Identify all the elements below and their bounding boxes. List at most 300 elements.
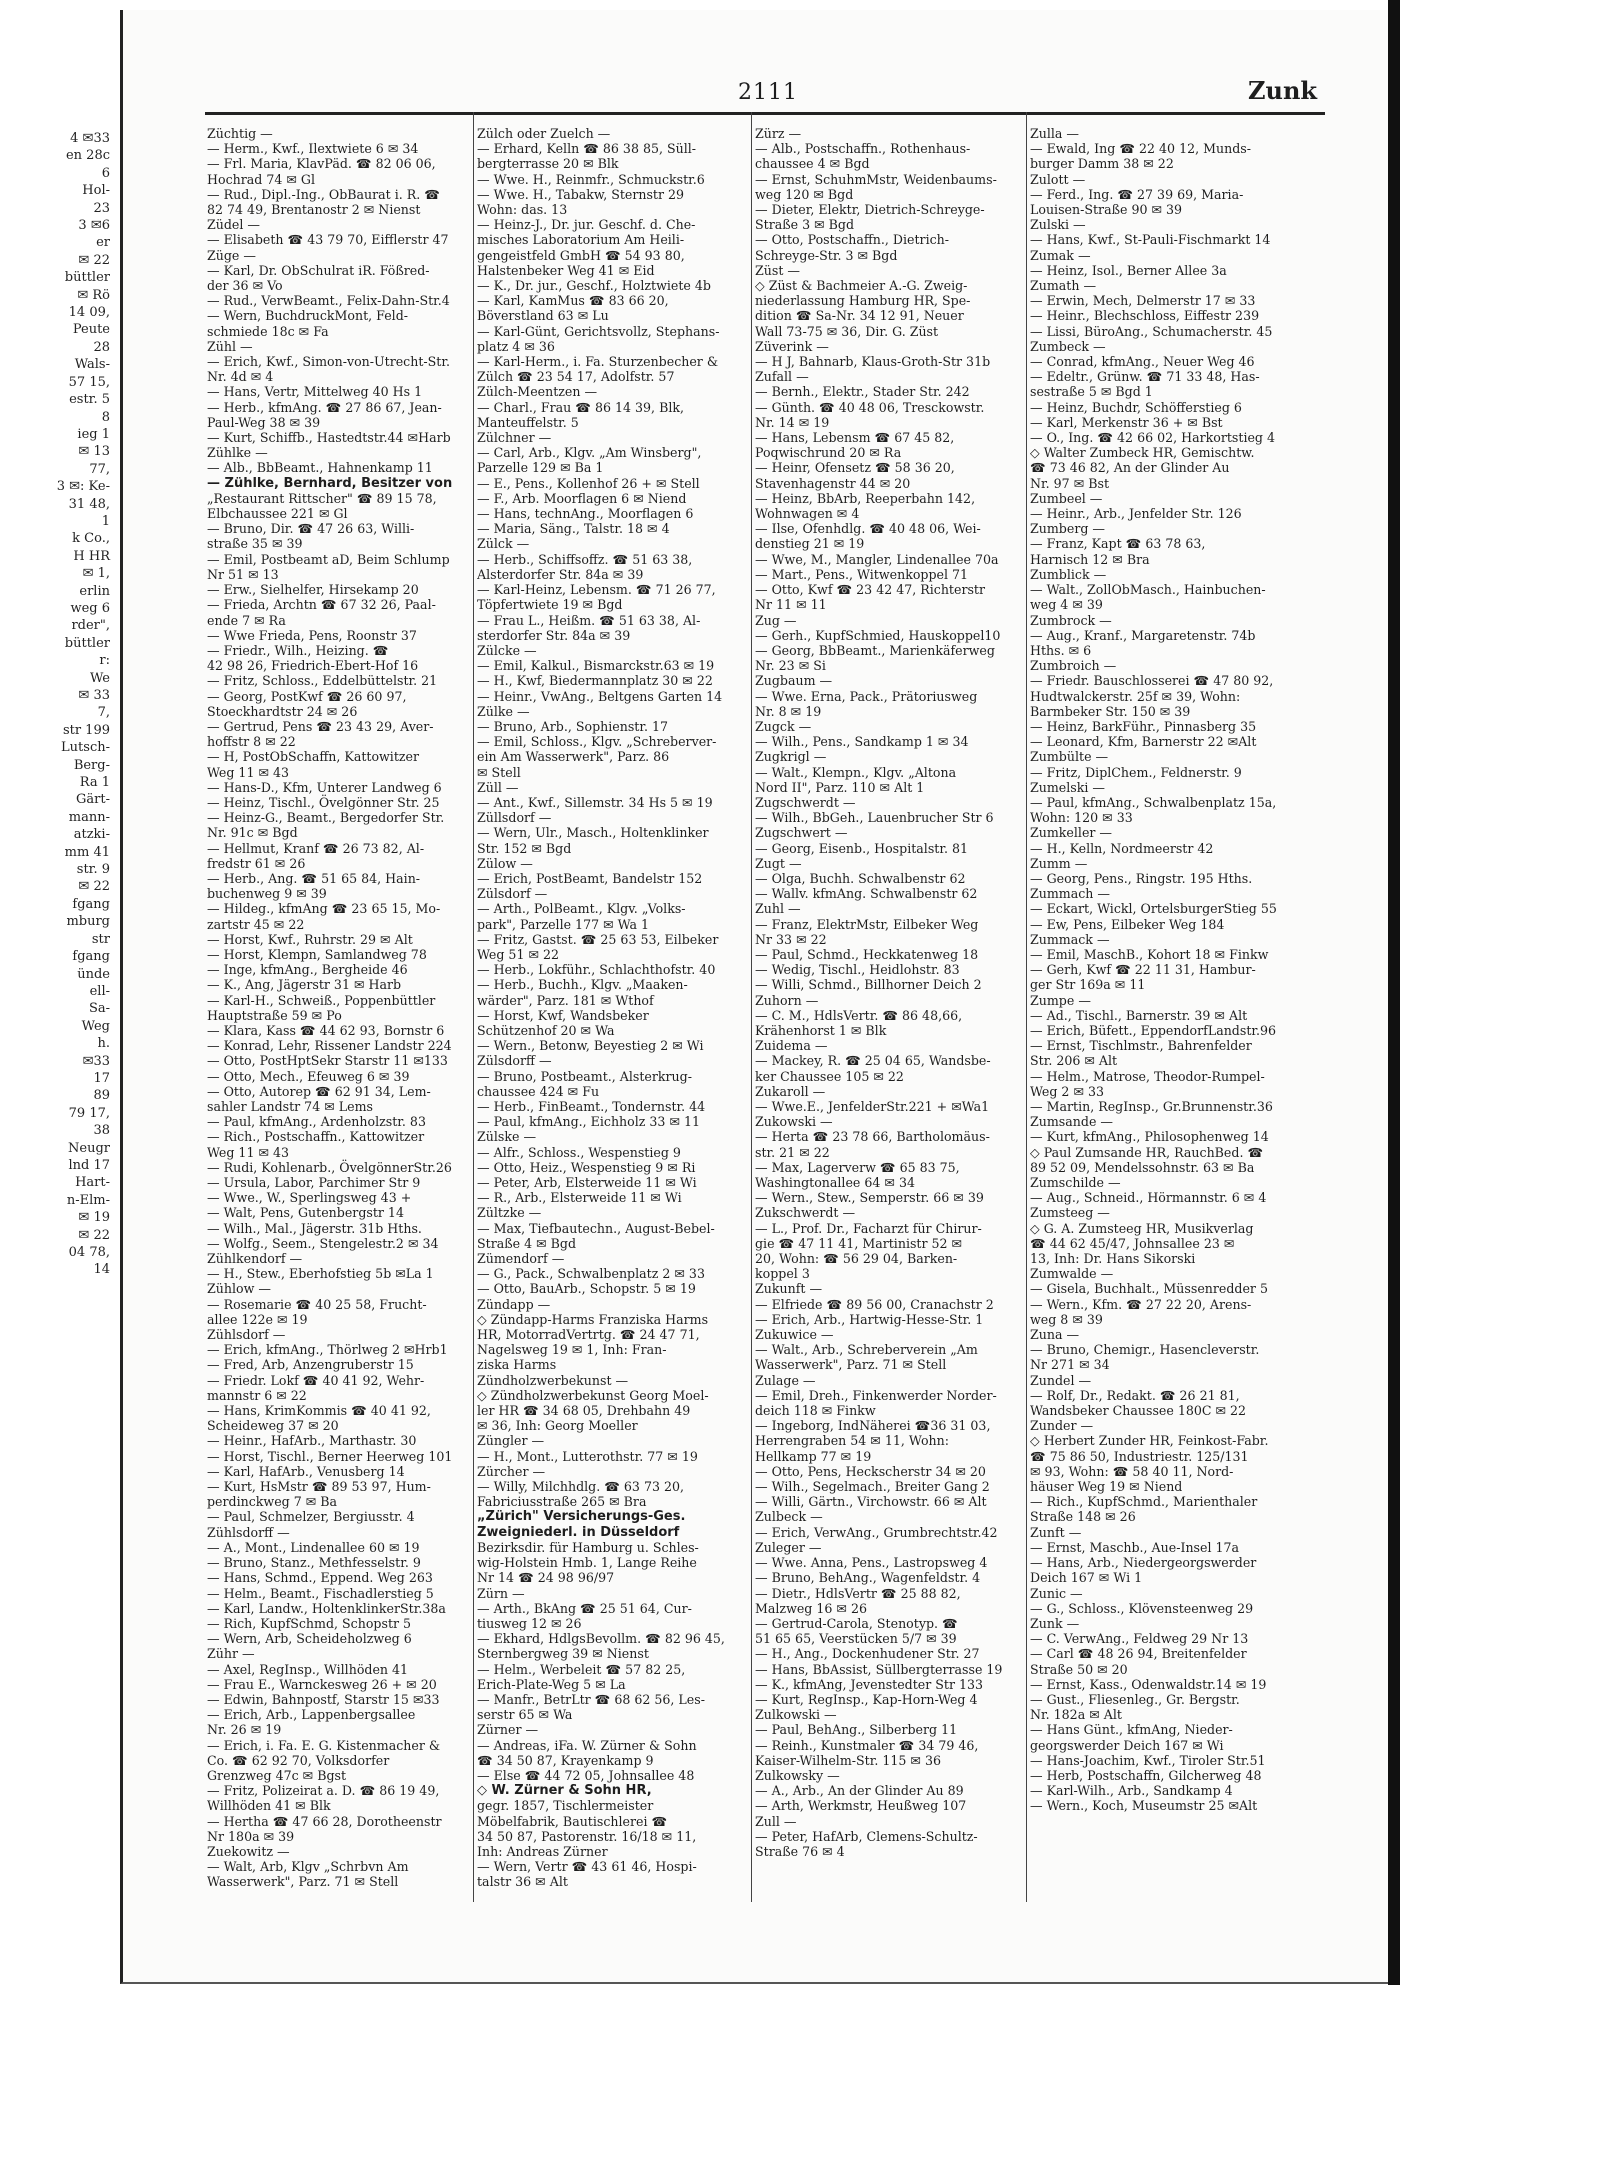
entry-line: — Frl. Maria, KlavPäd. ☎ 82 06 06, xyxy=(207,156,436,172)
entry-line: — Wern, Arb, Scheideholzweg 6 xyxy=(207,1631,412,1647)
entry-line: Zukuwice — xyxy=(755,1327,834,1343)
entry-line: Züllsdorf — xyxy=(477,810,552,826)
margin-fragment: erlin xyxy=(79,583,110,599)
entry-line: — Elisabeth ☎ 43 79 70, Eifflerstr 47 xyxy=(207,232,449,248)
entry-line: Schreyge-Str. 3 ✉ Bgd xyxy=(755,247,898,263)
entry-line: niederlassung Hamburg HR, Spe- xyxy=(755,293,971,309)
entry-line: Zumkeller — xyxy=(1030,825,1113,841)
entry-line: — Kurt, kfmAng., Philosophenweg 14 xyxy=(1030,1129,1269,1145)
column-2 xyxy=(477,126,753,1916)
margin-fragment: weg 6 xyxy=(70,600,110,616)
entry-line: hoffstr 8 ✉ 22 xyxy=(207,734,296,750)
entry-line: Straße 3 ✉ Bgd xyxy=(755,217,855,233)
entry-line: Deich 167 ✉ Wi 1 xyxy=(1030,1570,1143,1586)
entry-line: — Hans, technAng., Moorflagen 6 xyxy=(477,506,694,522)
entry-line: — Wwe, M., Mangler, Lindenallee 70a xyxy=(755,551,999,567)
entry-line: — Walt, Pens, Gutenbergstr 14 xyxy=(207,1205,404,1221)
entry-line: — Erich, Büfett., EppendorfLandstr.96 xyxy=(1030,1022,1277,1038)
entry-line: „Restaurant Rittscher" ☎ 89 15 78, xyxy=(207,490,437,506)
margin-fragment: We xyxy=(90,670,110,686)
entry-line: Zülske — xyxy=(477,1129,537,1145)
entry-line: Alsterdorfer Str. 84a ✉ 39 xyxy=(477,566,644,582)
entry-line: — Willi, Gärtn., Virchowstr. 66 ✉ Alt xyxy=(755,1494,987,1510)
entry-line: Hochrad 74 ✉ Gl xyxy=(207,171,315,187)
entry-line: Zumbroich — xyxy=(1030,658,1117,674)
entry-line: Zühr — xyxy=(207,1646,255,1662)
entry-line: — Andreas, iFa. W. Zürner & Sohn xyxy=(477,1737,697,1753)
margin-fragment: Peute xyxy=(72,322,110,338)
entry-line: — Helm., Beamt., Fischadlerstieg 5 xyxy=(207,1585,434,1601)
entry-line: ☎ 75 86 50, Industriestr. 125/131 xyxy=(1030,1448,1249,1464)
entry-line: Zühlsdorf — xyxy=(207,1327,286,1343)
entry-line: — R., Arb., Elsterweide 11 ✉ Wi xyxy=(477,1190,682,1206)
entry-line: — Kurt, RegInsp., Kap-Horn-Weg 4 xyxy=(755,1691,978,1707)
entry-line: Zundel — xyxy=(1030,1372,1092,1388)
entry-line: — K., Ang, Jägerstr 31 ✉ Harb xyxy=(207,977,402,993)
margin-fragment: estr. 5 xyxy=(69,392,110,408)
entry-line: Zündapp — xyxy=(477,1296,551,1312)
entry-line: ✉ Stell xyxy=(477,764,521,780)
entry-line: — A., Arb., An der Glinder Au 89 xyxy=(755,1783,964,1799)
entry-line: straße 35 ✉ 39 xyxy=(207,536,303,552)
entry-line: — Wern., Betonw, Beyestieg 2 ✉ Wi xyxy=(477,1038,704,1054)
margin-fragment: ✉ 13 xyxy=(78,444,110,460)
entry-line: Zulkowsky — xyxy=(755,1767,840,1783)
entry-line: — Wallv. kfmAng. Schwalbenstr 62 xyxy=(755,886,978,902)
entry-line: Böverstland 63 ✉ Lu xyxy=(477,308,609,324)
entry-line: — Frau E., Warnckesweg 26 + ✉ 20 xyxy=(207,1676,437,1692)
entry-line: — Georg, BbBeamt., Marienkäferweg xyxy=(755,642,995,658)
margin-fragment: Sa- xyxy=(88,1001,110,1017)
entry-line: Kaiser-Wilhelm-Str. 115 ✉ 36 xyxy=(755,1752,941,1768)
margin-fragment: ✉ 19 xyxy=(78,1210,110,1226)
entry-line: Nr 271 ✉ 34 xyxy=(1030,1357,1110,1373)
entry-line: — Mart., Pens., Witwenkoppel 71 xyxy=(755,566,969,582)
margin-fragment: Lutsch- xyxy=(61,740,110,756)
entry-line: — Emil, Dreh., Finkenwerder Norder- xyxy=(755,1387,997,1403)
left-facing-page-edge xyxy=(0,130,112,1910)
entry-line: — Hans, KrimKommis ☎ 40 41 92, xyxy=(207,1403,431,1419)
entry-line: — Paul, kfmAng., Ardenholzstr. 83 xyxy=(207,1114,426,1130)
margin-fragment: atzki- xyxy=(73,827,110,843)
entry-line: — Rich., Postschaffn., Kattowitzer xyxy=(207,1129,425,1145)
entry-line: Züge — xyxy=(207,247,256,263)
entry-line: Parzelle 129 ✉ Ba 1 xyxy=(477,460,604,476)
entry-line: Grenzweg 47c ✉ Bgst xyxy=(207,1767,347,1783)
entry-line: — H., Kwf, Biedermannplatz 30 ✉ 22 xyxy=(477,673,713,689)
entry-line: — Hildeg., kfmAng ☎ 23 65 15, Mo- xyxy=(207,901,441,917)
entry-line: — Erwin, Mech, Delmerstr 17 ✉ 33 xyxy=(1030,293,1256,309)
entry-line: — Herb., Ang. ☎ 51 65 84, Hain- xyxy=(207,870,421,886)
entry-line: mannstr 6 ✉ 22 xyxy=(207,1387,307,1403)
entry-line: Zunft — xyxy=(1030,1524,1082,1540)
entry-line: misches Laboratorium Am Heili- xyxy=(477,232,685,248)
entry-line: Schützenhof 20 ✉ Wa xyxy=(477,1022,615,1038)
entry-line: wärder", Parz. 181 ✉ Wthof xyxy=(477,992,654,1008)
entry-line: Züngler — xyxy=(477,1433,545,1449)
entry-line: — Wwe. Anna, Pens., Lastropsweg 4 xyxy=(755,1555,988,1571)
running-head: Zunk xyxy=(1248,76,1318,105)
entry-line: Zugck — xyxy=(755,718,812,734)
entry-line: Herrengraben 54 ✉ 11, Wohn: xyxy=(755,1433,950,1449)
entry-line: — Carl, Arb., Klgv. „Am Winsberg", xyxy=(477,445,702,461)
entry-line: ziska Harms xyxy=(477,1357,557,1373)
margin-fragment: Weg xyxy=(81,1018,110,1034)
entry-line: — Emil, Schloss., Klgv. „Schreberver- xyxy=(477,734,717,750)
entry-line: — Erhard, Kelln ☎ 86 38 85, Süll- xyxy=(477,141,697,157)
entry-line: denstieg 21 ✉ 19 xyxy=(755,536,865,552)
entry-line: — Rosemarie ☎ 40 25 58, Frucht- xyxy=(207,1296,427,1312)
entry-line: — Friedr., Wilh., Heizing. ☎ xyxy=(207,642,389,658)
entry-line: — Gisela, Buchhalt., Müssenredder 5 xyxy=(1030,1281,1268,1297)
margin-fragment: Gärt- xyxy=(76,792,110,808)
margin-fragment: k Co., xyxy=(72,531,110,547)
entry-line: — Paul, BehAng., Silberberg 11 xyxy=(755,1722,958,1738)
entry-line: — Bruno, Chemigr., Hasencleverstr. xyxy=(1030,1342,1260,1358)
margin-fragment: 77, xyxy=(89,461,110,477)
entry-line: Zulbeck — xyxy=(755,1509,823,1525)
entry-line: Zull — xyxy=(755,1813,797,1829)
entry-line: ◇ G. A. Zumsteeg HR, Musikverlag xyxy=(1030,1220,1254,1236)
entry-line: Zumm — xyxy=(1030,855,1088,871)
entry-line: Zumelski — xyxy=(1030,779,1106,795)
entry-line: — Paul, Schmelzer, Bergiusstr. 4 xyxy=(207,1509,415,1525)
entry-line: — Rud., VerwBeamt., Felix-Dahn-Str.4 xyxy=(207,293,450,309)
entry-line: Zunk — xyxy=(1030,1615,1080,1631)
entry-line: — Charl., Frau ☎ 86 14 39, Blk, xyxy=(477,399,684,415)
entry-line: — K., Dr. jur., Geschf., Holztwiete 4b xyxy=(477,278,711,294)
entry-line: — Herta ☎ 23 78 66, Bartholomäus- xyxy=(755,1129,990,1145)
entry-line: park", Parzelle 177 ✉ Wa 1 xyxy=(477,916,650,932)
entry-line: wig-Holstein Hmb. 1, Lange Reihe xyxy=(477,1555,697,1571)
entry-line: Zülch oder Zuelch — xyxy=(477,126,611,141)
entry-line: Nord II", Parz. 110 ✉ Alt 1 xyxy=(755,779,925,795)
entry-line: — Kurt, HsMstr ☎ 89 53 97, Hum- xyxy=(207,1479,431,1495)
entry-line: — Inge, kfmAng., Bergheide 46 xyxy=(207,962,408,978)
entry-line: — Willi, Schmd., Billhorner Deich 2 xyxy=(755,977,982,993)
entry-line: — Heinz, Buchdr, Schöfferstieg 6 xyxy=(1030,399,1242,415)
entry-line: Straße 148 ✉ 26 xyxy=(1030,1509,1136,1525)
entry-line: Straße 76 ✉ 4 xyxy=(755,1843,845,1859)
entry-line: — Ferd., Ing. ☎ 27 39 69, Maria- xyxy=(1030,186,1244,202)
entry-line: — Herb., Schiffsoffz. ☎ 51 63 38, xyxy=(477,551,693,567)
margin-fragment: 17 xyxy=(93,1070,110,1086)
margin-fragment: 89 xyxy=(93,1088,110,1104)
entry-line: — Emil, Postbeamt aD, Beim Schlump xyxy=(207,551,450,567)
entry-line: Zukowski — xyxy=(755,1114,833,1130)
entry-line: — Frau L., Heißm. ☎ 51 63 38, Al- xyxy=(477,612,701,628)
entry-line: Weg 51 ✉ 22 xyxy=(477,946,560,962)
entry-line: — Ernst, SchuhmMstr, Weidenbaums- xyxy=(755,171,997,187)
entry-line: Sternbergweg 39 ✉ Nienst xyxy=(477,1646,649,1662)
entry-line: Nr 14 ☎ 24 98 96/97 xyxy=(477,1570,615,1586)
entry-line: — Rudi, Kohlenarb., ÖvelgönnerStr.26 xyxy=(207,1159,452,1175)
margin-fragment: h. xyxy=(97,1036,110,1052)
entry-line: ◇ Zündapp-Harms Franziska Harms xyxy=(477,1311,709,1327)
entry-line: Zukaroll — xyxy=(755,1083,826,1099)
entry-line: — Walt, Arb, Klgv „Schrbvn Am xyxy=(207,1859,409,1875)
entry-line: — Ernst, Maschb., Aue-Insel 17a xyxy=(1030,1539,1240,1555)
entry-line: — Erich, Arb., Hartwig-Hesse-Str. 1 xyxy=(755,1311,984,1327)
margin-fragment: fgang xyxy=(72,896,110,912)
entry-line: Scheideweg 37 ✉ 20 xyxy=(207,1418,339,1434)
entry-line: georgswerder Deich 167 ✉ Wi xyxy=(1030,1737,1224,1753)
entry-line: Zukschwerdt — xyxy=(755,1205,856,1221)
entry-line: — Wilh., BbGeh., Lauenbrucher Str 6 xyxy=(755,810,994,826)
entry-line: Nagelsweg 19 ✉ 1, Inh: Fran- xyxy=(477,1342,667,1358)
entry-line: Zumbrock — xyxy=(1030,612,1112,628)
entry-line: — Otto, Heiz., Wespenstieg 9 ✉ Ri xyxy=(477,1159,696,1175)
entry-line: — Heinz, BbArb, Reeperbahn 142, xyxy=(755,490,976,506)
entry-line: Zugbaum — xyxy=(755,673,833,689)
entry-line: — Aug., Schneid., Hörmannstr. 6 ✉ 4 xyxy=(1030,1190,1267,1206)
entry-line: — Dietr., HdlsVertr ☎ 25 88 82, xyxy=(755,1585,961,1601)
margin-fragment: 57 15, xyxy=(68,374,110,390)
entry-line: Zuhorn — xyxy=(755,992,819,1008)
entry-line: — Friedr. Lokf ☎ 40 41 92, Wehr- xyxy=(207,1372,425,1388)
entry-line: — Hans-Joachim, Kwf., Tiroler Str.51 xyxy=(1030,1752,1266,1768)
entry-line: — Herb., kfmAng. ☎ 27 86 67, Jean- xyxy=(207,399,442,415)
margin-fragment: Wals- xyxy=(74,357,110,373)
entry-line: ein Am Wasserwerk", Parz. 86 xyxy=(477,749,670,765)
entry-line: Zumschilde — xyxy=(1030,1175,1121,1191)
entry-line: Züdel — xyxy=(207,217,261,233)
entry-line: Wohn: das. 13 xyxy=(477,202,568,218)
entry-line: — Heinr., VwAng., Beltgens Garten 14 xyxy=(477,688,723,704)
margin-fragment: n-Elm- xyxy=(66,1192,110,1208)
entry-line: Zülow — xyxy=(477,855,533,871)
entry-line: Zulla — xyxy=(1030,126,1080,141)
entry-line: Weg 11 ✉ 43 xyxy=(207,1144,290,1160)
entry-line: — Erich, VerwAng., Grumbrechtstr.42 xyxy=(755,1524,998,1540)
entry-line: — Peter, Arb, Elsterweide 11 ✉ Wi xyxy=(477,1175,697,1191)
entry-line: — Carl ☎ 48 26 94, Breitenfelder xyxy=(1030,1646,1247,1662)
entry-line: Wandsbeker Chaussee 180C ✉ 22 xyxy=(1030,1403,1247,1419)
entry-line: Inh: Andreas Zürner xyxy=(477,1843,608,1859)
entry-line: — Max, Lagerverw ☎ 65 83 75, xyxy=(755,1159,960,1175)
entry-line: — Otto, Mech., Efeuweg 6 ✉ 39 xyxy=(207,1068,410,1084)
entry-line: — Ernst, Kass., Odenwaldstr.14 ✉ 19 xyxy=(1030,1676,1267,1692)
entry-line: — Georg, Pens., Ringstr. 195 Hths. xyxy=(1030,870,1253,886)
entry-line: — Otto, Postschaffn., Dietrich- xyxy=(755,232,950,248)
entry-line: Zulski — xyxy=(1030,217,1086,233)
entry-line: Nr 180a ✉ 39 xyxy=(207,1828,295,1844)
entry-line: — Max, Tiefbautechn., August-Bebel- xyxy=(477,1220,715,1236)
entry-line: Hths. ✉ 6 xyxy=(1030,642,1092,658)
entry-line: — Heinz, Isol., Berner Allee 3a xyxy=(1030,262,1227,278)
entry-line: Zültzke — xyxy=(477,1205,542,1221)
entry-line: Zumpe — xyxy=(1030,992,1091,1008)
column-3 xyxy=(755,126,1031,1916)
entry-line: Zuekowitz — xyxy=(207,1843,290,1859)
entry-line: Louisen-Straße 90 ✉ 39 xyxy=(1030,202,1183,218)
entry-line: Zug — xyxy=(755,612,797,628)
entry-line: Hudtwalckerstr. 25f ✉ 39, Wohn: xyxy=(1030,688,1241,704)
margin-fragment: 14 xyxy=(93,1262,110,1278)
entry-line: Zumbeel — xyxy=(1030,490,1103,506)
margin-fragment: ✉ 22 xyxy=(78,252,110,268)
entry-line: — Hans, Schmd., Eppend. Weg 263 xyxy=(207,1570,433,1586)
margin-fragment: ünde xyxy=(77,966,110,982)
entry-line: — Wolfg., Seem., Stengelestr.2 ✉ 34 xyxy=(207,1235,439,1251)
entry-line: ☎ 44 62 45/47, Johnsallee 23 ✉ xyxy=(1030,1235,1235,1251)
entry-line: — Edwin, Bahnpostf, Starstr 15 ✉33 xyxy=(207,1691,440,1707)
margin-fragment: fgang xyxy=(72,949,110,965)
entry-line: — Wern, Vertr ☎ 43 61 46, Hospi- xyxy=(477,1859,697,1875)
entry-line: — Hans, Kwf., St-Pauli-Fischmarkt 14 xyxy=(1030,232,1271,248)
entry-line: — Bernh., Elektr., Stader Str. 242 xyxy=(755,384,970,400)
entry-line: — Ant., Kwf., Sillemstr. 34 Hs 5 ✉ 19 xyxy=(477,794,713,810)
entry-line: Zürner — xyxy=(477,1722,539,1738)
entry-line: Zülsdorff — xyxy=(477,1053,552,1069)
entry-line: Zündholzwerbekunst — xyxy=(477,1372,629,1388)
entry-line: Weg 2 ✉ 33 xyxy=(1030,1083,1105,1099)
entry-line: — Rich., KupfSchmd., Marienthaler xyxy=(1030,1494,1258,1510)
entry-line: burger Damm 38 ✉ 22 xyxy=(1030,156,1174,172)
entry-line: 20, Wohn: ☎ 56 29 04, Barken- xyxy=(755,1251,958,1267)
margin-fragment: ✉ 22 xyxy=(78,879,110,895)
entry-line: — Ew, Pens, Eilbeker Weg 184 xyxy=(1030,916,1225,932)
margin-fragment: ✉ Rö xyxy=(77,287,110,303)
entry-line: — Rud., Dipl.-Ing., ObBaurat i. R. ☎ xyxy=(207,186,440,202)
entry-line: ✉ 36, Inh: Georg Moeller xyxy=(477,1418,638,1434)
entry-line: Straße 50 ✉ 20 xyxy=(1030,1661,1128,1677)
entry-line: perdinckweg 7 ✉ Ba xyxy=(207,1494,338,1510)
margin-fragment: 31 48, xyxy=(68,496,110,512)
margin-fragment: 3 ✉6 xyxy=(78,218,110,234)
entry-line: — Ursula, Labor, Parchimer Str 9 xyxy=(207,1175,421,1191)
entry-line: gengeistfeld GmbH ☎ 54 93 80, xyxy=(477,247,685,263)
entry-line: Harnisch 12 ✉ Bra xyxy=(1030,551,1150,567)
header-rule xyxy=(205,112,1325,115)
margin-fragment: 28 xyxy=(93,339,110,355)
entry-line: — Franz, Kapt ☎ 63 78 63, xyxy=(1030,536,1206,552)
entry-line: — H., Ang., Dockenhudener Str. 27 xyxy=(755,1646,980,1662)
entry-line: — Gertrud-Carola, Stenotyp. ☎ xyxy=(755,1615,958,1631)
entry-line: — Gust., Fliesenleg., Gr. Bergstr. xyxy=(1030,1691,1240,1707)
entry-line: — Rich, KupfSchmd, Schopstr 5 xyxy=(207,1615,412,1631)
entry-line: — Walt., ZollObMasch., Hainbuchen- xyxy=(1030,582,1266,598)
entry-line: chaussee 4 ✉ Bgd xyxy=(755,156,870,172)
entry-line: — Kurt, Schiffb., Hastedtstr.44 ✉Harb xyxy=(207,430,451,446)
entry-line: — Georg, Eisenb., Hospitalstr. 81 xyxy=(755,840,969,856)
entry-line: Krähenhorst 1 ✉ Blk xyxy=(755,1022,887,1038)
entry-line: weg 4 ✉ 39 xyxy=(1030,597,1103,613)
entry-line: — Ernst, Tischlmstr., Bahrenfelder xyxy=(1030,1038,1252,1054)
entry-line: — Peter, HafArb, Clemens-Schultz- xyxy=(755,1828,978,1844)
entry-line: 13, Inh: Dr. Hans Sikorski xyxy=(1030,1251,1196,1267)
entry-line: Zühlsdorff — xyxy=(207,1524,290,1540)
margin-fragment: 79 17, xyxy=(68,1105,110,1121)
entry-line: — Else ☎ 44 72 05, Johnsallee 48 xyxy=(477,1767,695,1783)
entry-line: Washingtonallee 64 ✉ 34 xyxy=(755,1175,915,1191)
entry-line: — Paul, kfmAng., Eichholz 33 ✉ 11 xyxy=(477,1114,701,1130)
entry-line: — Fritz, Gastst. ☎ 25 63 53, Eilbeker xyxy=(477,931,719,947)
entry-line: häuser Weg 19 ✉ Niend xyxy=(1030,1479,1183,1495)
entry-line: — Aug., Kranf., Margaretenstr. 74b xyxy=(1030,627,1256,643)
entry-line: — Ingeborg, IndNäherei ☎36 31 03, xyxy=(755,1418,991,1434)
entry-line: Zukunft — xyxy=(755,1281,823,1297)
entry-line: — Karl, HafArb., Venusberg 14 xyxy=(207,1463,405,1479)
entry-line: ◇ Herbert Zunder HR, Feinkost-Fabr. xyxy=(1030,1433,1269,1449)
entry-line: Weg 11 ✉ 43 xyxy=(207,764,290,780)
entry-line: — Karl, Dr. ObSchulrat iR. Fößred- xyxy=(207,262,430,278)
entry-line: Möbelfabrik, Bautischlerei ☎ xyxy=(477,1813,668,1829)
entry-line: Fabriciusstraße 265 ✉ Bra xyxy=(477,1494,647,1510)
entry-line: — Axel, RegInsp., Willhöden 41 xyxy=(207,1661,409,1677)
entry-line: ler HR ☎ 34 68 05, Drehbahn 49 xyxy=(477,1403,691,1419)
entry-line: — Elfriede ☎ 89 56 00, Cranachstr 2 xyxy=(755,1296,994,1312)
entry-line: — Maria, Säng., Talstr. 18 ✉ 4 xyxy=(477,521,670,537)
entry-line: — Wilh., Segelmach., Breiter Gang 2 xyxy=(755,1479,990,1495)
entry-line: — Lissi, BüroAng., Schumacherstr. 45 xyxy=(1030,323,1273,339)
entry-line: HR, MotorradVertrtg. ☎ 24 47 71, xyxy=(477,1327,700,1343)
entry-line: Zülch ☎ 23 54 17, Adolfstr. 57 xyxy=(477,369,675,385)
margin-fragment: Hol- xyxy=(82,183,110,199)
entry-line: — G., Schloss., Klövensteenweg 29 xyxy=(1030,1600,1254,1616)
entry-line: Nr. 182a ✉ Alt xyxy=(1030,1707,1122,1723)
entry-line: Bezirksdir. für Hamburg u. Schles- xyxy=(477,1539,699,1555)
entry-line: — Wedig, Tischl., Heidlohstr. 83 xyxy=(755,962,960,978)
entry-line: — Ekhard, HdlgsBevollm. ☎ 82 96 45, xyxy=(477,1631,725,1647)
entry-line: — Emil, MaschB., Kohort 18 ✉ Finkw xyxy=(1030,946,1269,962)
entry-line: weg 120 ✉ Bgd xyxy=(755,186,854,202)
entry-line: — Conrad, kfmAng., Neuer Weg 46 xyxy=(1030,354,1255,370)
entry-line: — Arth., PolBeamt., Klgv. „Volks- xyxy=(477,901,686,917)
entry-line: — Arth, Werkmstr, Heußweg 107 xyxy=(755,1798,967,1814)
entry-line: — Leonard, Kfm, Barnerstr 22 ✉Alt xyxy=(1030,734,1257,750)
entry-line: Stoeckhardtstr 24 ✉ 26 xyxy=(207,703,358,719)
entry-line: Zürn — xyxy=(477,1585,525,1601)
entry-line: dition ☎ Sa-Nr. 34 12 91, Neuer xyxy=(755,308,964,324)
entry-line: Töpfertwiete 19 ✉ Bgd xyxy=(477,597,623,613)
entry-line: — Martin, RegInsp., Gr.Brunnenstr.36 xyxy=(1030,1099,1273,1114)
entry-line: — Hans, Vertr, Mittelweg 40 Hs 1 xyxy=(207,384,423,400)
entry-line: — Otto, PostHptSekr Starstr 11 ✉133 xyxy=(207,1053,448,1069)
entry-line: — C. M., HdlsVertr. ☎ 86 48,66, xyxy=(755,1007,963,1023)
entry-line: Nr. 26 ✉ 19 xyxy=(207,1722,282,1738)
margin-fragment: 6 xyxy=(101,165,110,181)
entry-line: Zumberg — xyxy=(1030,521,1105,537)
entry-line: — Gerh., KupfSchmied, Hauskoppel10 xyxy=(755,627,1001,643)
entry-line: Nr. 23 ✉ Si xyxy=(755,658,826,674)
entry-line: serstr 65 ✉ Wa xyxy=(477,1707,573,1723)
entry-line: — Erich, PostBeamt, Bandelstr 152 xyxy=(477,870,703,886)
margin-fragment: ✉33 xyxy=(82,1053,110,1069)
entry-line: Zuleger — xyxy=(755,1539,822,1555)
margin-fragment: str. 9 xyxy=(76,862,110,878)
entry-line: — Fritz, Polizeirat a. D. ☎ 86 19 49, xyxy=(207,1783,440,1799)
margin-fragment: büttler xyxy=(64,270,110,286)
entry-line: Nr. 14 ✉ 19 xyxy=(755,414,830,430)
entry-line: Elbchaussee 221 ✉ Gl xyxy=(207,506,348,522)
entry-line: 34 50 87, Pastorenstr. 16/18 ✉ 11, xyxy=(477,1828,697,1844)
entry-line: Barmbeker Str. 150 ✉ 39 xyxy=(1030,703,1191,719)
entry-line: Züst — xyxy=(755,262,800,278)
entry-line: — Karl-Wilh., Arb., Sandkamp 4 xyxy=(1030,1783,1233,1799)
entry-line: Zumwalde — xyxy=(1030,1266,1114,1282)
entry-line: — Herb., Buchh., Klgv. „Maaken- xyxy=(477,977,688,993)
entry-line: Zumath — xyxy=(1030,278,1097,294)
entry-line: Nr. 91c ✉ Bgd xyxy=(207,825,298,841)
entry-line: Wall 73-75 ✉ 36, Dir. G. Züst xyxy=(755,323,939,339)
entry-line: — Otto, BauArb., Schopstr. 5 ✉ 19 xyxy=(477,1281,696,1297)
entry-line: Zürcher — xyxy=(477,1463,546,1479)
entry-line: — Ewald, Ing ☎ 22 40 12, Munds- xyxy=(1030,141,1251,157)
entry-line: — Heinz-G., Beamt., Bergedorfer Str. xyxy=(207,810,445,826)
entry-line: — C. VerwAng., Feldweg 29 Nr 13 xyxy=(1030,1631,1249,1647)
margin-fragment: Neugr xyxy=(68,1140,110,1156)
